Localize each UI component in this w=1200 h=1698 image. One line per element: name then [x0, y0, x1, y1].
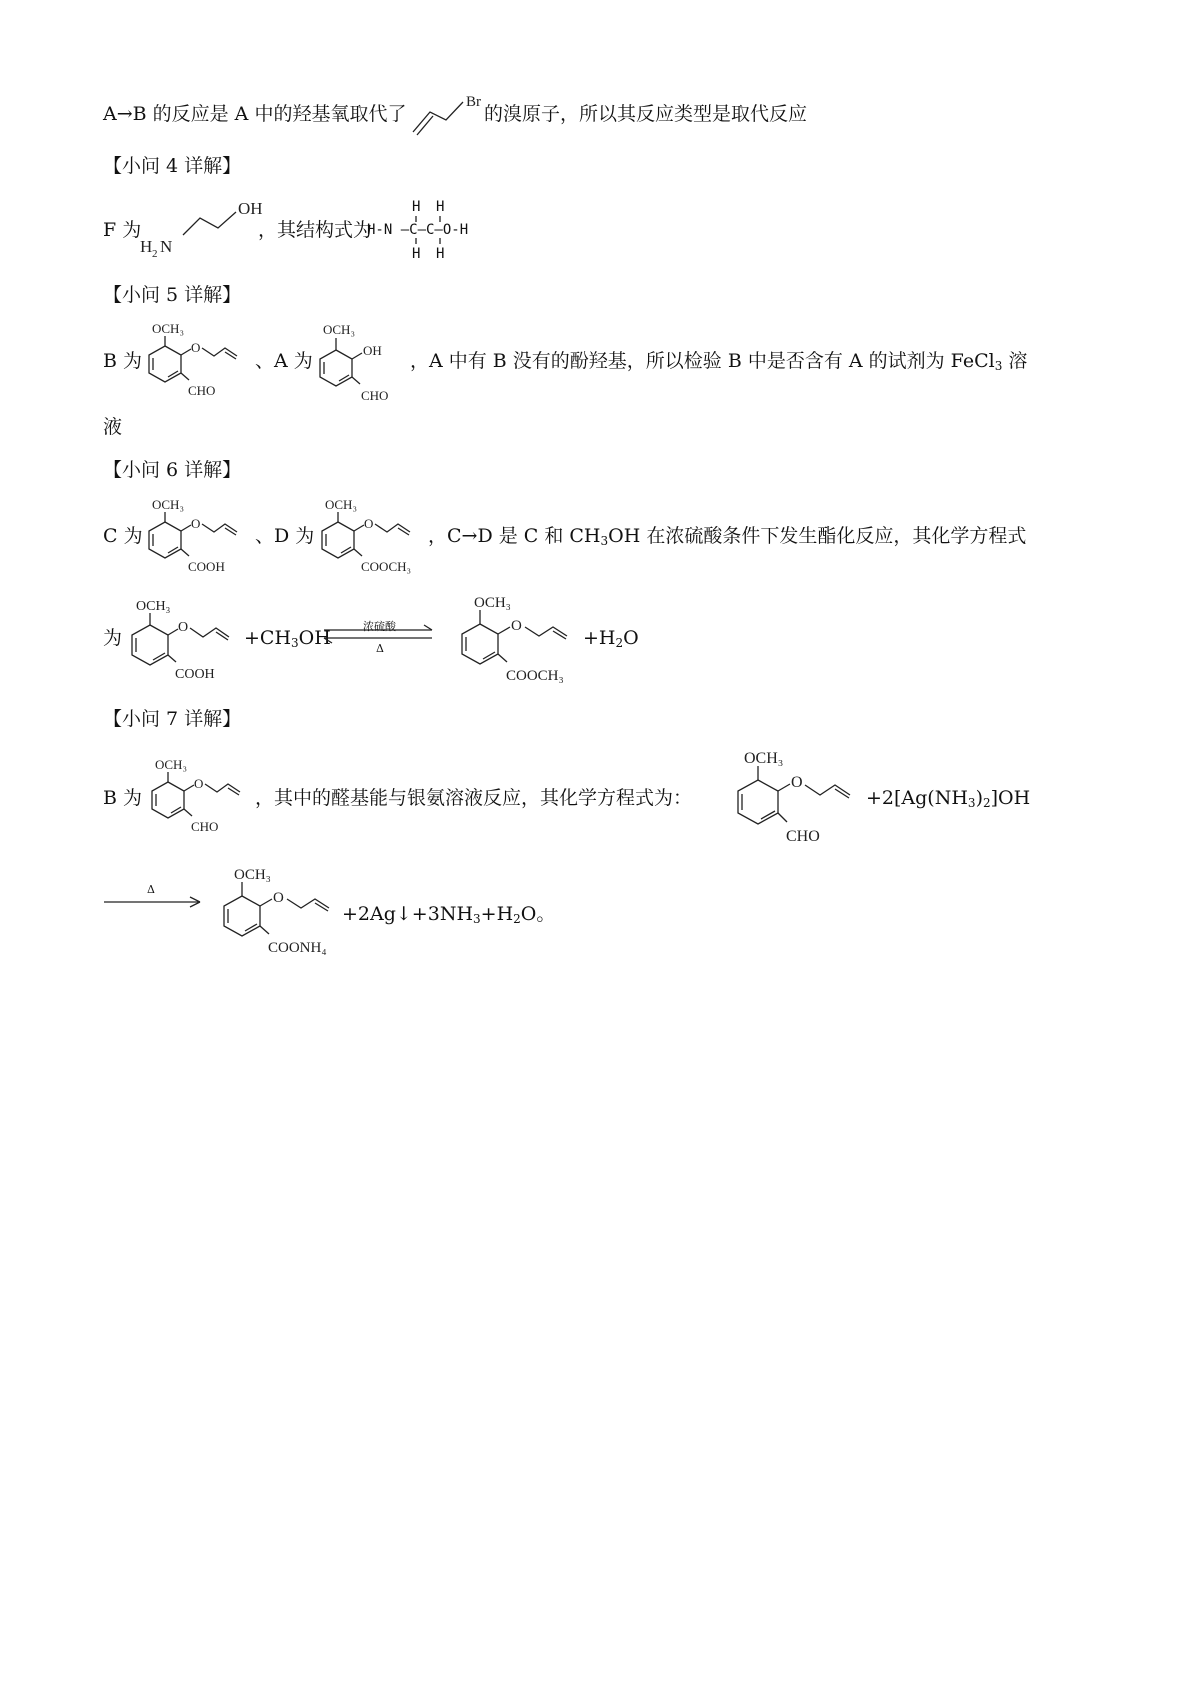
q5-compound-b: [137, 318, 257, 400]
q6-eq-ch3oh-sub: 3: [291, 636, 299, 650]
q7-arrow: [100, 892, 210, 912]
q6-eq-h2o-a: +H: [583, 627, 616, 649]
q6-sep: 、D 为: [255, 525, 315, 547]
q6-c-prefix: C 为: [103, 525, 143, 547]
svg-text:O: O: [273, 890, 284, 906]
b-cho: CHO: [188, 383, 216, 398]
q4-h-bottom-1: H: [412, 246, 421, 262]
q6-text1-b: OH 在浓硫酸条件下发生酯化反应，其化学方程式: [608, 525, 1027, 547]
q6-text1-a: ，C→D 是 C 和 CH: [428, 525, 601, 547]
q7-b-prefix: B 为: [103, 787, 143, 809]
q6-eq-prefix: 为: [103, 627, 123, 649]
q5-text-end: 溶: [1002, 350, 1028, 372]
f-h-label: H: [140, 237, 153, 256]
q6-cond-bot: Δ: [376, 642, 384, 655]
svg-text:O: O: [364, 516, 374, 531]
q6-eq-reactant-c: [120, 595, 250, 685]
svg-text:O: O: [194, 776, 204, 791]
q7-eq-b-cho: CHO: [786, 828, 820, 845]
q7-reagent-sub: 3: [967, 796, 976, 810]
allyl-bromide-structure: [408, 90, 488, 140]
d-cooch3: COOCH₃: [361, 559, 412, 574]
svg-text:O: O: [791, 774, 803, 791]
q6-eq-h2o-sub: 2: [615, 636, 624, 650]
q7-product-coonh4: COONH₄: [268, 940, 327, 956]
q6-compound-c: [137, 494, 257, 576]
a-och3: OCH₃: [323, 322, 355, 337]
q7-eq-b-och3: OCH₃: [744, 750, 784, 767]
q4-mid: ，其结构式为: [258, 219, 373, 241]
eq-d-cooch3: COOCH₃: [506, 668, 564, 684]
q4-f-prefix: F 为: [103, 219, 142, 241]
q4-h-top-1: H: [412, 199, 421, 215]
b-och3: OCH₃: [152, 321, 184, 336]
d-och3: OCH₃: [325, 497, 357, 512]
eq-d-och3: OCH₃: [474, 595, 511, 611]
q7b-och3: OCH₃: [155, 757, 187, 772]
f-h-subscript: 2: [152, 248, 158, 260]
q7-eq-reactant-b: [722, 742, 872, 847]
q4-vertical-bonds: [410, 212, 450, 252]
f-oh-label: OH: [238, 199, 263, 218]
svg-text:O: O: [191, 340, 201, 355]
q6-eq-ch3oh: [244, 627, 331, 649]
q7-reagent-b: ): [975, 787, 983, 809]
a-oh: OH: [363, 343, 382, 358]
q7-product-och3: OCH₃: [234, 867, 271, 883]
q5-sep: 、A 为: [255, 350, 313, 372]
c-cooh: COOH: [188, 559, 225, 574]
q7-text: ，其中的醛基能与银氨溶液反应，其化学方程式为：: [255, 787, 693, 809]
q7-compound-b: [140, 754, 260, 836]
q4-heading: 【小问 4 详解】: [103, 155, 242, 177]
q5-b-prefix: B 为: [103, 350, 143, 372]
q7-reagent-sub2: 2: [982, 796, 991, 810]
q6-eq-ch3oh-b: OH: [298, 627, 331, 649]
q7-reagent-c: ]OH: [990, 787, 1031, 809]
q6-eq-product-d: [450, 590, 590, 685]
q7-reagent: [866, 787, 1030, 809]
a-cho: CHO: [361, 388, 389, 403]
f-n-label: N: [160, 237, 173, 256]
q7-products-c: O。: [520, 903, 556, 925]
q5-text-a: ，A 中有 B 没有的酚羟基，所以检验 B 中是否含有 A 的试剂为 FeCl: [410, 350, 995, 372]
svg-text:O: O: [191, 516, 201, 531]
q7-products-b: +H: [480, 903, 514, 925]
q5-heading: 【小问 5 详解】: [103, 284, 242, 306]
f-skeletal-structure: [138, 190, 263, 260]
q6-eq-h2o: [583, 627, 639, 649]
eq-c-cooh: COOH: [175, 667, 215, 682]
q7-products: [342, 903, 555, 925]
q7-heading: 【小问 7 详解】: [103, 708, 242, 730]
q7-eq-product: [212, 862, 352, 962]
q4-h-top-2: H: [436, 199, 445, 215]
q7-cond: Δ: [147, 883, 155, 896]
q7-products-sub2: 2: [513, 912, 521, 926]
p1-prefix: A→B 的反应是 A 中的羟基氧取代了: [103, 103, 407, 125]
br-label: Br: [466, 94, 481, 110]
c-och3: OCH₃: [152, 497, 184, 512]
q7-products-sub: 3: [473, 912, 481, 926]
q6-cond-top: 浓硫酸: [363, 620, 396, 633]
q6-text1: [428, 525, 1026, 547]
q5-text: [410, 350, 1027, 372]
q7b-cho: CHO: [191, 819, 219, 834]
q6-heading: 【小问 6 详解】: [103, 459, 242, 481]
q7-products-a: +2Ag↓+3NH: [342, 903, 474, 925]
q4-structural-formula: H-N —C—C—O-H: [367, 222, 469, 238]
q6-text1-sub: 3: [600, 534, 609, 548]
q4-h-bottom-2: H: [436, 246, 445, 262]
svg-text:O: O: [511, 618, 522, 634]
q5-text-sub: 3: [994, 359, 1003, 373]
q7-reagent-a: +2[Ag(NH: [866, 787, 968, 809]
svg-text:O: O: [178, 620, 189, 635]
q5-wrap: 液: [103, 416, 123, 438]
p1-suffix: 的溴原子，所以其反应类型是取代反应: [484, 103, 808, 125]
q6-eq-ch3oh-a: +CH: [244, 627, 292, 649]
eq-c-och3: OCH₃: [136, 599, 171, 614]
q6-compound-d: [310, 494, 430, 576]
q6-eq-h2o-b: O: [623, 627, 639, 649]
